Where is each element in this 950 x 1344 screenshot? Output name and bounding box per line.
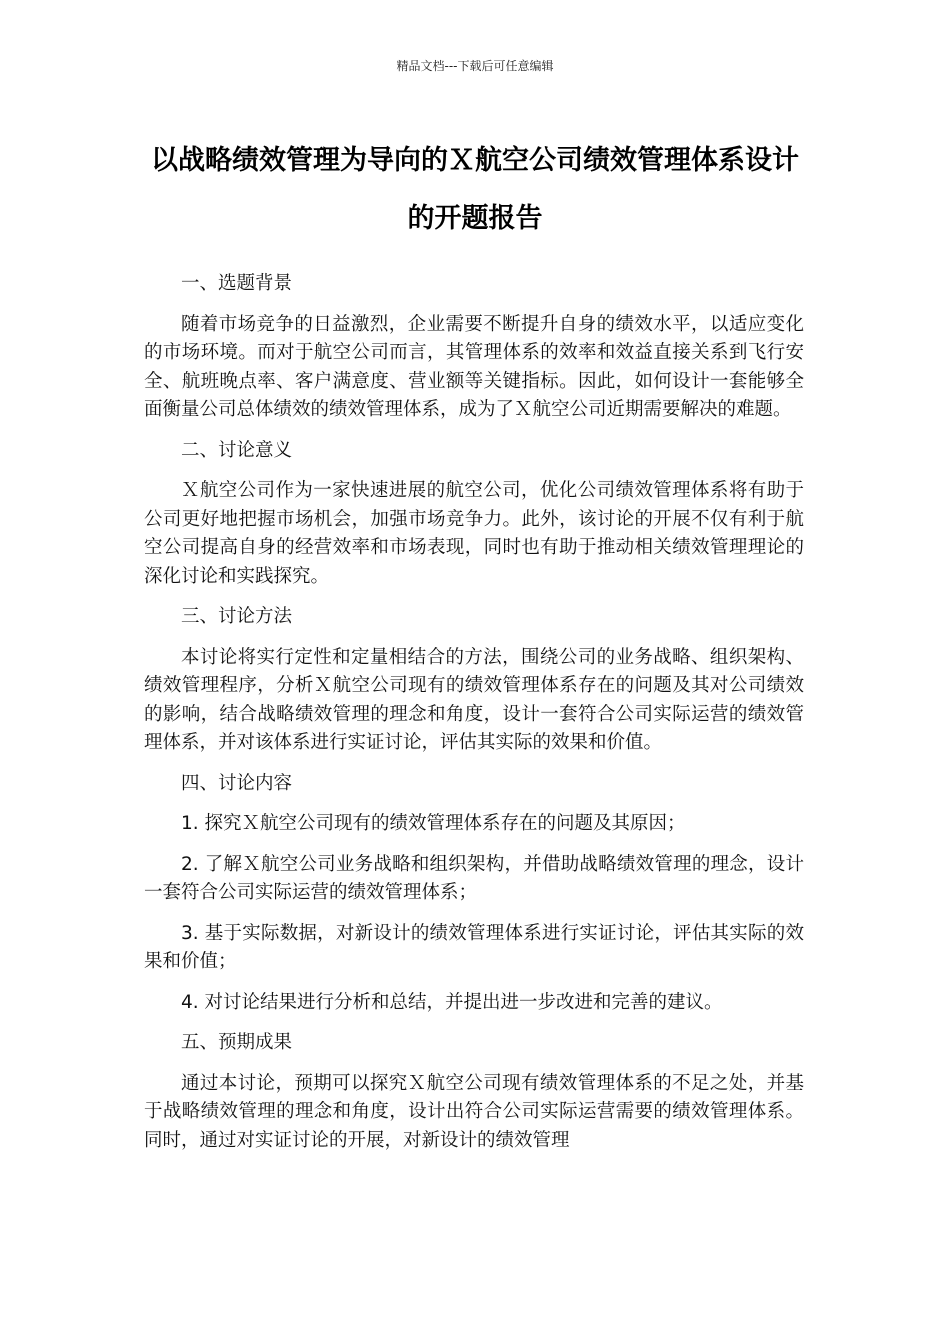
content-item-3: 3. 基于实际数据，对新设计的绩效管理体系进行实证讨论，评估其实际的效果和价值；	[144, 922, 804, 972]
content-item-1: 1. 探究Ｘ航空公司现有的绩效管理体系存在的问题及其原因；	[181, 813, 686, 834]
section-heading-content: 四、讨论内容	[181, 772, 293, 794]
section-heading-background: 一、选题背景	[181, 273, 293, 294]
section-heading-significance: 二、讨论意义	[181, 439, 293, 461]
section-heading-method: 三、讨论方法	[181, 606, 293, 627]
paragraph-significance: Ｘ航空公司作为一家快速进展的航空公司，优化公司绩效管理体系将有助于公司更好地把握市场机会，加强市场竞争力。此外，该讨论的开展不仅有利于航空公司提高自身的经营效率和市场表现，同时也有助于推动相关绩效管理理论的深化讨论和实践探究。	[144, 480, 804, 587]
page-header-note: 精品文档---下载后可任意编辑	[396, 59, 554, 73]
section-heading-expected-results: 五、预期成果	[181, 1032, 293, 1053]
document-title: 以战略绩效管理为导向的Ｘ航空公司绩效管理体系设计的开题报告	[151, 145, 799, 234]
content-item-4: 4. 对讨论结果进行分析和总结，并提出进一步改进和完善的建议。	[181, 991, 723, 1013]
paragraph-background: 随着市场竞争的日益激烈，企业需要不断提升自身的绩效水平，以适应变化的市场环境。而对于航空公司而言，其管理体系的效率和效益直接关系到飞行安全、航班晚点率、客户满意度、营业额等关键指标。因此，如何设计一套能够全面衡量公司总体绩效的绩效管理体系，成为了Ｘ航空公司近期需要解决的难题。	[144, 313, 804, 420]
paragraph-method: 本讨论将实行定性和定量相结合的方法，围绕公司的业务战略、组织架构、绩效管理程序，分析Ｘ航空公司现有的绩效管理体系存在的问题及其对公司绩效的影响，结合战略绩效管理的理念和角度，设计一套符合公司实际运营的绩效管理体系，并对该体系进行实证讨论，评估其实际的效果和价值。	[144, 646, 804, 753]
paragraph-expected-results: 通过本讨论，预期可以探究Ｘ航空公司现有绩效管理体系的不足之处，并基于战略绩效管理的理念和角度，设计出符合公司实际运营需要的绩效管理体系。同时，通过对实证讨论的开展，对新设计的绩效管理	[144, 1072, 804, 1151]
content-item-2: 2. 了解Ｘ航空公司业务战略和组织架构，并借助战略绩效管理的理念，设计一套符合公司实际运营的绩效管理体系；	[144, 853, 804, 903]
document-body	[144, 270, 804, 1155]
